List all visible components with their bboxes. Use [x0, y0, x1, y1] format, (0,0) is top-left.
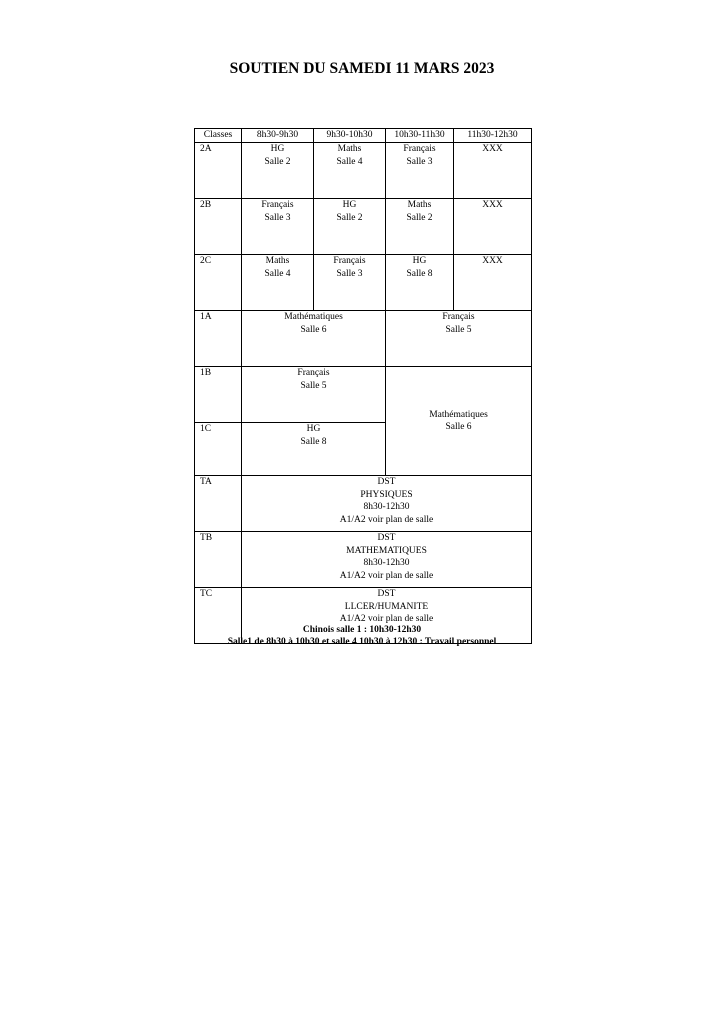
schedule-cell: [314, 255, 386, 311]
class-label: 2B: [195, 199, 242, 255]
class-label: TB: [195, 532, 242, 588]
room-text: Salle 8: [300, 436, 327, 447]
class-label: 2A: [195, 143, 242, 199]
table-row: [195, 143, 532, 199]
schedule-cell: [386, 255, 454, 311]
room-text: Salle 6: [445, 422, 472, 432]
table-row: [195, 367, 532, 423]
room-text: Salle 4: [264, 268, 291, 279]
subject-text: HG: [412, 256, 427, 266]
subject-text: Français: [333, 256, 366, 266]
header-cell: 10h30-11h30: [386, 129, 454, 143]
room-text: Salle 2: [406, 212, 433, 223]
class-label: 1B: [195, 367, 242, 423]
schedule-cell: [242, 255, 314, 311]
header-cell: 9h30-10h30: [314, 129, 386, 143]
schedule-cell: [454, 199, 532, 255]
room-text: Salle 2: [264, 156, 291, 167]
class-label: TC: [195, 588, 242, 644]
schedule-cell: [242, 367, 386, 423]
table-row: [195, 532, 532, 588]
subject-text: Français: [297, 368, 330, 378]
table-row: [195, 255, 532, 311]
schedule-cell: [242, 423, 386, 476]
subject-text: Français: [403, 144, 436, 154]
class-label: 2C: [195, 255, 242, 311]
room-text: A1/A2 voir plan de salle: [339, 614, 434, 624]
schedule-cell: [454, 255, 532, 311]
header-cell: Classes: [195, 129, 242, 143]
subject-text: Français: [442, 312, 475, 322]
subject-text: HG: [306, 424, 321, 434]
table-header-row: [195, 129, 532, 143]
room-text: Salle 3: [336, 268, 363, 279]
room-text: Salle 4: [336, 156, 363, 167]
time-text: 8h30-12h30: [363, 502, 410, 512]
subject-text: XXX: [482, 256, 503, 266]
schedule-cell: [314, 143, 386, 199]
subject-text: LLCER/HUMANITE: [344, 601, 429, 612]
subject-text: MATHEMATIQUES: [346, 545, 427, 556]
table-row: [195, 311, 532, 367]
schedule-cell: [386, 199, 454, 255]
page-title: SOUTIEN DU SAMEDI 11 MARS 2023: [229, 60, 495, 77]
header-cell: 8h30-9h30: [242, 129, 314, 143]
subject-text: Mathématiques: [284, 312, 343, 322]
time-text: 8h30-12h30: [363, 558, 410, 568]
footer-note-self-study: Salle1 de 8h30 à 10h30 et salle 4 10h30 à 12h30 : Travail personnel: [227, 637, 497, 647]
schedule-cell: [386, 311, 532, 367]
schedule-cell: [242, 143, 314, 199]
header-cell: 11h30-12h30: [454, 129, 532, 143]
schedule-cell: [242, 311, 386, 367]
room-text: Salle 3: [406, 156, 433, 167]
exam-text: DST: [377, 533, 396, 543]
schedule-cell: [454, 143, 532, 199]
room-text: Salle 3: [264, 212, 291, 223]
exam-text: DST: [377, 477, 396, 487]
exam-text: DST: [377, 589, 396, 599]
footer-note-chinese: Chinois salle 1 : 10h30-12h30: [302, 625, 422, 635]
room-text: A1/A2 voir plan de salle: [339, 570, 434, 581]
schedule-table: [194, 128, 532, 644]
subject-text: HG: [270, 144, 285, 154]
room-text: A1/A2 voir plan de salle: [339, 514, 434, 525]
schedule-cell: [242, 532, 532, 588]
subject-text: PHYSIQUES: [360, 489, 413, 500]
class-label: 1A: [195, 311, 242, 367]
subject-text: XXX: [482, 144, 503, 154]
room-text: Salle 2: [336, 212, 363, 223]
subject-text: XXX: [482, 200, 503, 210]
subject-text: Français: [261, 200, 294, 210]
subject-text: Maths: [265, 256, 290, 266]
room-text: Salle 8: [406, 268, 433, 279]
room-text: Salle 5: [445, 324, 472, 335]
subject-text: Mathématiques: [429, 409, 488, 420]
subject-text: Maths: [337, 144, 362, 154]
table-row: [195, 476, 532, 532]
schedule-cell: [386, 143, 454, 199]
class-label: 1C: [195, 423, 242, 476]
schedule-cell: [242, 199, 314, 255]
room-text: Salle 5: [300, 380, 327, 391]
table-row: [195, 199, 532, 255]
schedule-cell: [314, 199, 386, 255]
class-label: TA: [195, 476, 242, 532]
room-text: Salle 6: [300, 324, 327, 335]
schedule-cell: [242, 476, 532, 532]
subject-text: Maths: [407, 200, 432, 210]
schedule-cell: [386, 367, 532, 476]
subject-text: HG: [342, 200, 357, 210]
